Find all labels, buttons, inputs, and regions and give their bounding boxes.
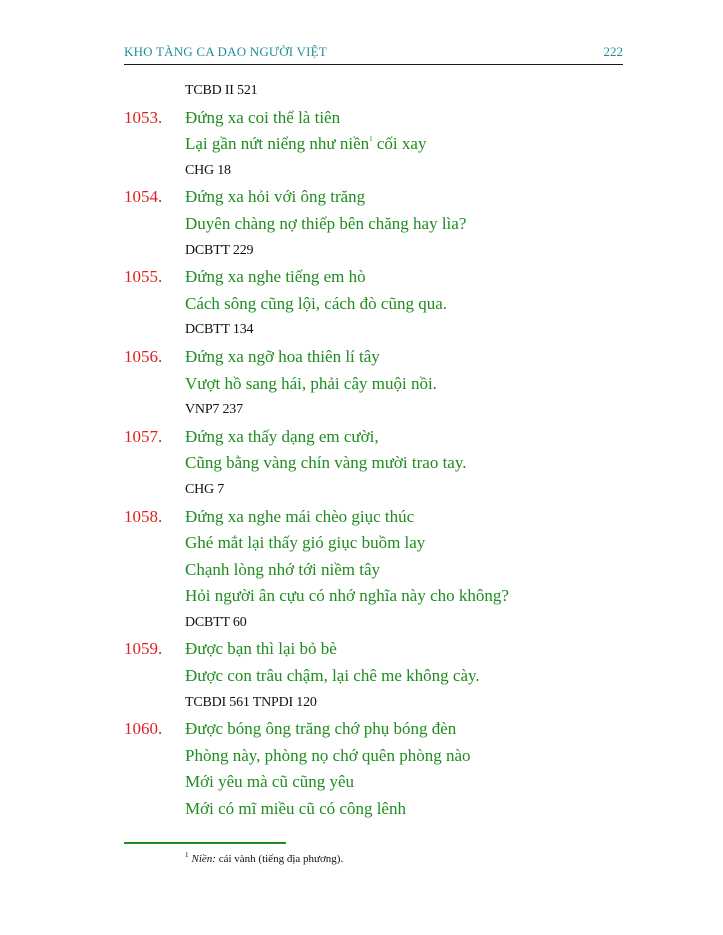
- running-header: [124, 44, 623, 65]
- footnote-text: cái vành (tiếng địa phương).: [215, 853, 344, 865]
- source-citation: TCBDI 561 TNPDI 120: [185, 694, 317, 710]
- verse-line: [124, 504, 623, 531]
- verse-number: 1059.: [124, 639, 163, 659]
- footnote-reference[interactable]: 1: [369, 135, 373, 144]
- footnote-term: Niền:: [191, 853, 216, 865]
- verse-text-part: Đứng xa hỏi với ông trăng: [185, 187, 366, 207]
- source-citation: TCBD II 521: [185, 83, 258, 98]
- verse-line: [124, 716, 623, 743]
- verse-text: [185, 264, 366, 291]
- verse-text: [185, 371, 437, 398]
- source-citation-line: [124, 690, 623, 717]
- verse-text-part: Mới có mĩ miều cũ có công lênh: [185, 799, 406, 819]
- source-citation: DCBTT 229: [185, 242, 254, 258]
- source-citation: VNP7 237: [185, 402, 243, 418]
- verse-line: [124, 450, 623, 477]
- verse-number: 1056.: [124, 346, 163, 366]
- verse-text-part: Đứng xa ngỡ hoa thiên lí tây: [185, 346, 380, 366]
- verse-line: [124, 663, 623, 690]
- source-citation-line: [124, 158, 623, 185]
- verse-line: [124, 264, 623, 291]
- verse-text: [185, 530, 425, 557]
- verse-text: [185, 716, 456, 743]
- verse-text-part: cối xay: [372, 134, 427, 154]
- verse-text-part: Lại gần nứt niểng như niền: [185, 134, 370, 154]
- verse-text-part: Cũng bằng vàng chín vàng mười trao tay.: [185, 453, 467, 473]
- verse-text: [185, 291, 447, 318]
- footnote-divider: [124, 842, 286, 844]
- source-citation-line: [124, 477, 623, 504]
- verse-text: [185, 184, 365, 211]
- source-citation-line: [124, 78, 623, 105]
- verse-text: [185, 796, 406, 823]
- verse-text-part: Đứng xa coi thể là tiên: [185, 107, 341, 127]
- page-number: 222: [603, 44, 623, 59]
- verse-line: [124, 636, 623, 663]
- verse-line: [124, 131, 623, 158]
- verse-line: [124, 184, 623, 211]
- verse-text-part: Cách sông cũng lội, cách đò cũng qua.: [185, 293, 448, 313]
- verse-text-part: Đứng xa nghe mái chèo giục thúc: [185, 506, 415, 526]
- verse-text-part: Được bóng ông trăng chớ phụ bóng đèn: [185, 719, 457, 739]
- verse-line: [124, 743, 623, 770]
- verse-line: [124, 530, 623, 557]
- verse-text: [185, 743, 471, 770]
- verse-line: [124, 796, 623, 823]
- verse-text: [185, 344, 380, 371]
- verse-line: [124, 769, 623, 796]
- verse-number: 1058.: [124, 506, 163, 526]
- verse-text: [185, 769, 354, 796]
- source-citation: CHG 7: [185, 481, 225, 497]
- verse-line: [124, 291, 623, 318]
- verse-line: [124, 424, 623, 451]
- verse-text: [185, 663, 480, 690]
- verse-text-part: Được con trâu chậm, lại chê me không cày.: [185, 666, 480, 686]
- verse-text-part: Phòng này, phòng nọ chớ quên phòng nào: [185, 745, 471, 765]
- footnote-marker: 1: [185, 851, 189, 859]
- verse-text: [185, 636, 337, 663]
- verse-line: [124, 557, 623, 584]
- verse-text: [185, 105, 340, 132]
- verse-number: 1060.: [124, 719, 163, 739]
- verse-text-part: Chạnh lòng nhớ tới niềm tây: [185, 559, 381, 579]
- verse-text: [185, 131, 426, 158]
- verse-line: [124, 371, 623, 398]
- source-citation-line: [124, 317, 623, 344]
- footnote: [185, 853, 343, 865]
- verse-number: 1054.: [124, 187, 163, 207]
- source-citation: CHG 18: [185, 162, 231, 178]
- verse-list: [124, 78, 623, 823]
- verse-line: [124, 105, 623, 132]
- verse-text-part: Đứng xa thấy dạng em cười,: [185, 426, 379, 446]
- verse-text: [185, 211, 466, 238]
- verse-text-part: Ghé mắt lại thấy gió giục buồm lay: [185, 533, 426, 553]
- source-citation-line: [124, 610, 623, 637]
- verse-text: [185, 557, 380, 584]
- source-citation-line: [124, 397, 623, 424]
- source-citation: DCBTT 60: [185, 614, 247, 630]
- verse-text-part: Hỏi người ân cựu có nhớ nghĩa này cho không?: [185, 586, 509, 606]
- verse-text-part: Vượt hồ sang hái, phải cây muội nồi.: [185, 373, 437, 393]
- verse-text-part: Duyên chàng nợ thiếp bên chăng hay lìa?: [185, 213, 467, 233]
- verse-text-part: Đứng xa nghe tiếng em hò: [185, 267, 366, 287]
- verse-text-part: Mới yêu mà cũ cũng yêu: [185, 772, 355, 792]
- verse-line: [124, 344, 623, 371]
- verse-line: [124, 583, 623, 610]
- verse-text: [185, 450, 467, 477]
- verse-number: 1055.: [124, 267, 163, 287]
- verse-text: [185, 424, 379, 451]
- book-title: KHO TÀNG CA DAO NGƯỜI VIỆT: [124, 44, 327, 59]
- verse-text: [185, 583, 509, 610]
- verse-text-part: Được bạn thì lại bỏ bè: [185, 639, 337, 659]
- verse-text: [185, 504, 414, 531]
- source-citation-line: [124, 238, 623, 265]
- verse-number: 1057.: [124, 426, 163, 446]
- source-citation: DCBTT 134: [185, 322, 254, 338]
- verse-line: [124, 211, 623, 238]
- verse-number: 1053.: [124, 107, 163, 127]
